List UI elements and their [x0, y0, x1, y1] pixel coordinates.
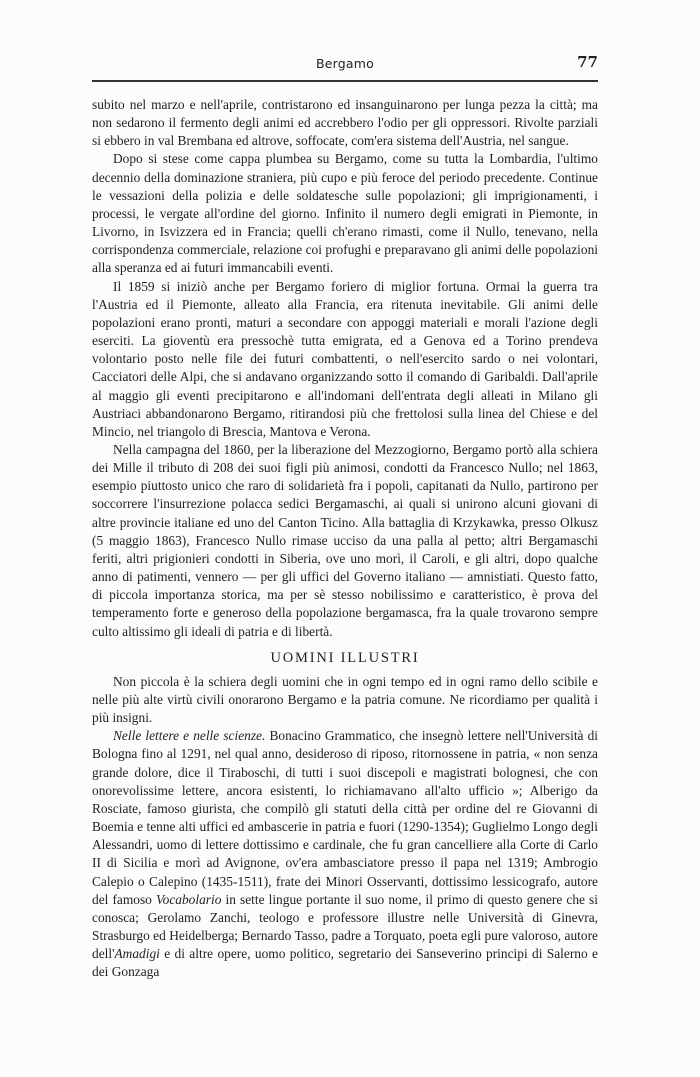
running-title: Bergamo — [315, 56, 374, 71]
paragraph-lead: Nelle lettere e nelle scienze. — [113, 728, 266, 744]
book-title: Vocabolario — [155, 891, 222, 907]
header-rule — [92, 80, 598, 82]
paragraph — [92, 727, 598, 981]
page-body — [92, 96, 598, 982]
paragraph: Non piccola è la schiera degli uomini che in ogni tempo ed in ogni ramo dello scibile e nelle più alte virtù civili onorarono Bergamo e la patria comune. Ne ricordiamo per qualità i più insigni. — [92, 673, 598, 726]
section-heading: UOMINI ILLUSTRI — [270, 649, 420, 666]
paragraph-text: in sette lingue portante il suo nome, il primo di questo genere che si conosca; Gerolamo Zanchi, teologo e professore illustre nelle Università di Ginevra, Strasburgo ed Heidelberga; Bernardo Tasso, padre a Torquato, poeta egli pure valoroso, autore dell' — [92, 891, 598, 962]
paragraph: Nella campagna del 1860, per la liberazione del Mezzogiorno, Bergamo portò alla schiera dei Mille il tributo di 208 dei suoi figli più animosi, condotti da Francesco Nullo; nel 1863, esempio piuttosto unico che raro di solidarietà fra i popoli, capitanati da Nullo, partirono per soccorrere l'insurrezione polacca sedici Bergamaschi, ai quali si unirono alcuni giovani di altre provincie italiane ed uno del Canton Ticino. Alla battaglia di Krzykawka, presso Olkusz (5 maggio 1863), Francesco Nullo rimase ucciso da una palla al petto; altri Bergamaschi feriti, altri prigionieri condotti in Siberia, ove uno morì, il Caroli, e gli altri, dopo qualche anno di patimenti, vennero — per gli uffici del Governo italiano — amnistiati. Questo fatto, di piccola importanza storica, ma per sè stesso nobilissimo e caratteristico, è prova del temperamento forte e generoso della popolazione bergamasca, fra la quale trovarono sempre culto altissimo gli ideali di patria e di libertà. — [92, 441, 598, 639]
book-title: Amadigi — [114, 946, 160, 962]
page-number: 77 — [577, 53, 598, 71]
paragraph: Il 1859 si iniziò anche per Bergamo foriero di miglior fortuna. Ormai la guerra tra l'Austria ed il Piemonte, alleato alla Francia, era ritenuta inevitabile. Gli animi delle popolazioni erano pronti, maturi a secondare con appoggi materiali e morali l'azione degli eserciti. La gioventù era pressochè tutta emigrata, ed a Genova ed a Torino prendeva volontario posto nelle file dei futuri combattenti, o nell'esercito sardo o nei volontari, Cacciatori delle Alpi, che si andavano organizzando sotto il comando di Garibaldi. Dall'aprile al maggio gli eventi precipitarono e all'indomani dell'entrata degli alleati in Milano gli Austriaci abbandonarono Bergamo, ritirandosi più che frettolosi sulla linea del Chiese e del Mincio, nel triangolo di Brescia, Mantova e Verona. — [92, 278, 598, 439]
paragraph-text: e di altre opere, uomo politico, segretario dei Sanseverino principi di Salerno e dei Gonzaga — [92, 946, 598, 980]
paragraph: Dopo si stese come cappa plumbea su Bergamo, come su tutta la Lombardia, l'ultimo decennio della dominazione straniera, più cupo e più feroce del periodo precedente. Continue le vessazioni della polizia e delle soldatesche sulle popolazioni; gli imprigionamenti, i processi, le vergate all'ordine del giorno. Infinito il numero degli emigrati in Piemonte, in Livorno, in Isvizzera ed in Francia; quelli ch'erano rimasti, come il Nullo, tenevano, nella corrispondenza commerciale, relazione coi profughi e preparavano gli animi delle popolazioni alla speranza ed ai futuri immancabili eventi. — [92, 151, 598, 276]
paragraph-text: Bonacino Grammatico, che insegnò lettere nell'Università di Bologna fino al 1291, nel qual anno, desideroso di riposo, ritornossene in patria, « non senza grande dolore, dice il Tiraboschi, di tutti i suoi discepoli e magistrati bolognesi, che con onorevolissime lettere, ancora esistenti, lo richiamavano all'alto ufficio »; Alberigo da Rosciate, famoso giurista, che compilò gli statuti della città per ordine del re Giovanni di Boemia e tenne alti uffici ed ambascerie in patria e fuori (1290-1354); Guglielmo Longo degli Alessandri, uomo di lettere dottissimo e cardinale, che fu gran cancelliere alla Corte di Carlo II di Sicilia e morì ad Avignone, ov'era ambasciatore presso il papa nel 1319; Ambrogio Calepio o Calepino (1435-1511), frate dei Minori Osservanti, dottissimo lessicografo, autore del famoso — [92, 728, 598, 907]
page-header — [92, 50, 598, 80]
paragraph: subito nel marzo e nell'aprile, contristarono ed insanguinarono per lunga pezza la città; ma non sedarono il fermento degli animi ed accrebbero l'odio per gli oppressori. Rivolte parziali si ebbero in val Brembana ed altrove, soffocate, com'era sistema dell'Austria, nel sangue. — [92, 97, 598, 149]
